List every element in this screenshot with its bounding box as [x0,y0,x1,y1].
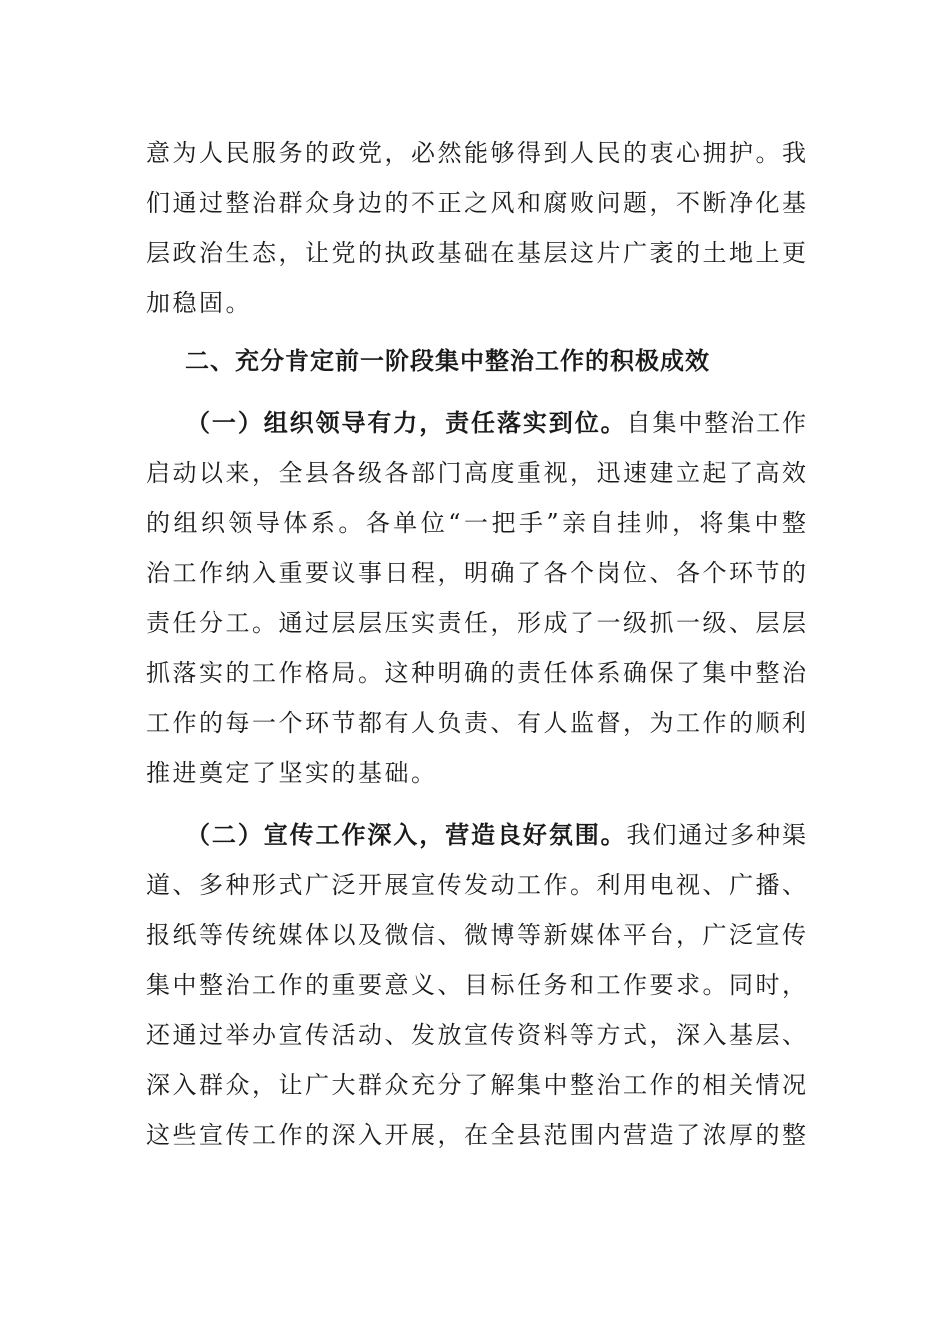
paragraph-line: 道、多种形式广泛开展宣传发动工作。利用电视、广播、 [146,871,806,899]
paragraph-line: 工作的每一个环节都有人负责、有人监督，为工作的顺利 [146,709,806,737]
paragraph-line: 推进奠定了坚实的基础。 [146,759,438,787]
paragraph-line: 层政治生态，让党的执政基础在基层这片广袤的土地上更 [146,239,806,267]
section-heading: 二、充分肯定前一阶段集中整治工作的积极成效 [185,347,710,375]
paragraph-line: 加稳固。 [146,289,252,317]
paragraph-lead-bold: （二）宣传工作深入，营造良好氛围。 [186,821,627,849]
paragraph-line: 治工作纳入重要议事日程，明确了各个岗位、各个环节的 [146,559,806,587]
paragraph-lead-bold: （一）组织领导有力，责任落实到位。 [186,409,627,437]
paragraph-lead-rest: 自集中整治工作 [626,409,807,437]
paragraph-line: 还通过举办宣传活动、发放宣传资料等方式，深入基层、 [146,1021,806,1049]
paragraph-line: 意为人民服务的政党，必然能够得到人民的衷心拥护。我 [146,139,806,167]
paragraph-first-line [186,398,806,448]
paragraph-line: 责任分工。通过层层压实责任，形成了一级抓一级、层层 [146,609,806,637]
paragraph-line: 报纸等传统媒体以及微信、微博等新媒体平台，广泛宣传 [146,921,806,949]
paragraph-line: 深入群众，让广大群众充分了解集中整治工作的相关情况 [146,1071,806,1099]
paragraph-line: 启动以来，全县各级各部门高度重视，迅速建立起了高效 [146,459,806,487]
paragraph-line: 这些宣传工作的深入开展，在全县范围内营造了浓厚的整 [146,1121,806,1149]
paragraph-line: 抓落实的工作格局。这种明确的责任体系确保了集中整治 [146,659,806,687]
paragraph-first-line [186,810,806,860]
paragraph-line: 集中整治工作的重要意义、目标任务和工作要求。同时， [146,971,806,999]
paragraph-line: 的组织领导体系。各单位“一把手”亲自挂帅，将集中整 [146,509,806,537]
paragraph-line: 们通过整治群众身边的不正之风和腐败问题，不断净化基 [146,189,806,217]
paragraph-lead-rest: 我们通过多种渠 [626,821,807,849]
